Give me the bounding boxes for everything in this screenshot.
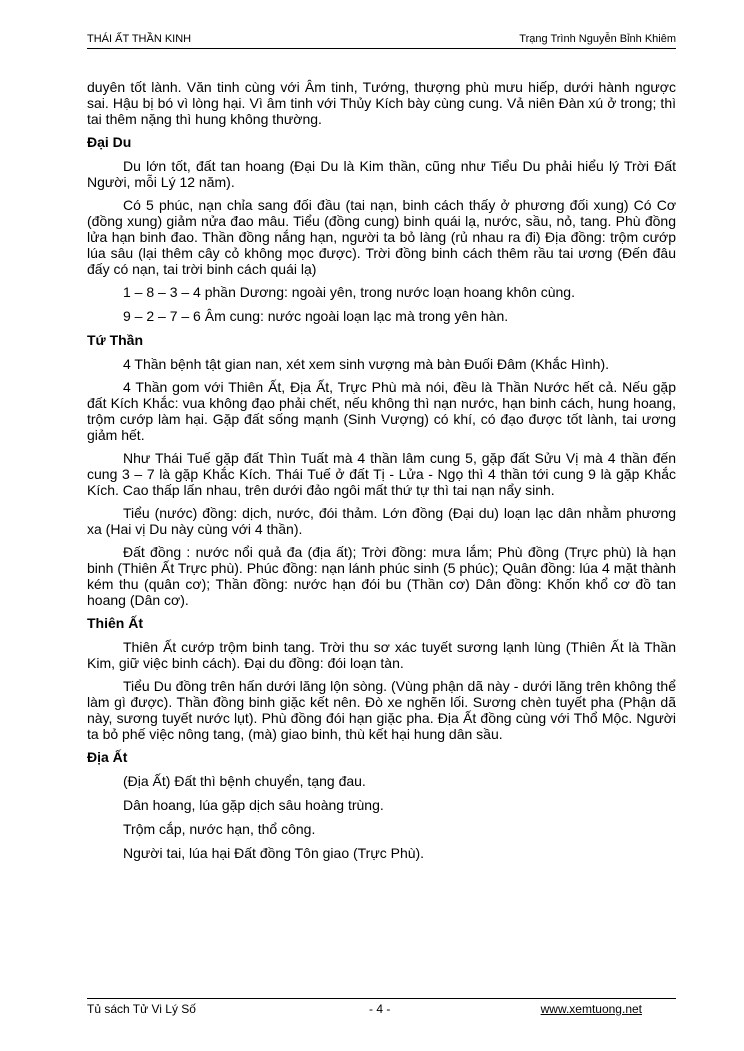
paragraph: Đất đồng : nước nổi quả đa (địa ất); Trời đồng: mưa lắm; Phù đồng (Trực phù) là hạn binh (Thiên Ất Trực phù). Phúc đồng: nạn lánh phúc sinh (5 phúc); Quân đồng: lúa 4 mặt thành kém thu (quân cơ); Thần đồng: nước hạn đói bu (Thần cơ) Dân đồng: Khốn khổ cơ đồ tan hoang (Dân cơ). — [87, 544, 676, 608]
page-header — [87, 30, 676, 49]
paragraph: Tiểu Du đồng trên hấn dưới lăng lộn sòng. (Vùng phận dã này - dưới lăng trên không thể làm gì được). Thần đồng binh giặc kết nên. Đò xe nghẽn lối. Sương chèn tuyết pha (Phận dã này, sương tuyết nước lụt). Phù đồng đói hạn giặc pha. Địa Ất đồng cùng với Thổ Mộc. Người ta bỏ phế việc nông tang, (mà) giao binh, thù kết hại hung dân sầu. — [87, 678, 676, 742]
paragraph: Như Thái Tuế gặp đất Thìn Tuất mà 4 thần lâm cung 5, gặp đất Sửu Vị mà 4 thần đến cung 3 – 7 là gặp Khắc Kích. Thái Tuế ở đất Tị - Lửa - Ngọ thì 4 thần tới cung 9 là gặp Khắc Kích. Cao thấp lấn nhau, trên dưới đảo ngôi mất thứ tự thì tai nạn nẩy sinh. — [87, 450, 676, 498]
section-heading-tu-than: Tứ Thần — [87, 332, 144, 348]
paragraph: Tiểu (nước) đồng: dịch, nước, đói thảm. Lớn đồng (Đại du) loạn lạc dân nhằm phương xa (Hai vị Du này cùng với 4 thần). — [87, 505, 676, 537]
paragraph: (Địa Ất) Đất thì bệnh chuyển, tạng đau. — [123, 773, 366, 789]
section-heading-thien-at: Thiên Ất — [87, 615, 143, 631]
paragraph: Du lớn tốt, đất tan hoang (Đại Du là Kim thần, cũng như Tiểu Du phải hiểu lý Trời Đất Người, mỗi Lý 12 năm). — [87, 158, 676, 190]
paragraph: Trộm cắp, nước hạn, thổ công. — [123, 821, 316, 837]
paragraph: 4 Thần bệnh tật gian nan, xét xem sinh vượng mà bàn Đuối Đâm (Khắc Hình). — [123, 356, 610, 372]
paragraph: Có 5 phúc, nạn chỉa sang đối đầu (tai nạn, binh cách thấy ở phương đối xung) Có Cơ (đồng xung) giảm nửa đao mâu. Tiểu (đồng cung) binh quái lạ, nước, sầu, nỏ, tang. Phù đồng lửa hạn binh đao. Thần đồng nắng hạn, người ta bỏ làng (rủ nhau ra đi) Địa đồng: trộm cướp lúa sâu (lại thêm cây cỏ không mọc được). Trời đồng binh cách thêm rầu tai ương (Đến đâu đấy có nạn, tai trời binh cách quái lạ) — [87, 197, 676, 277]
section-heading-dia-at: Địa Ất — [87, 749, 128, 765]
page-footer — [87, 998, 676, 1019]
paragraph: 1 – 8 – 3 – 4 phần Dương: ngoài yên, trong nước loạn hoang khôn cùng. — [123, 284, 575, 300]
header-book-title: THÁI ẤT THẦN KINH — [87, 33, 192, 45]
paragraph: Dân hoang, lúa gặp dịch sâu hoàng trùng. — [123, 797, 384, 813]
paragraph: 4 Thần gom với Thiên Ất, Địa Ất, Trực Phù mà nói, đều là Thần Nước hết cả. Nếu gặp đất Kích Khắc: vua không đạo phải chết, nếu không thì nạn nước, hạn binh cách, hung hoang, trộm cướp làm hại. Gặp đất sống mạnh (Sinh Vượng) có khí, có đạo được tốt lành, tai ương giảm hết. — [87, 379, 676, 443]
paragraph: Người tai, lúa hại Đất đồng Tôn giao (Trực Phù). — [123, 845, 425, 861]
page-number: - 4 - — [369, 1002, 391, 1016]
header-author: Trạng Trình Nguyễn Bỉnh Khiêm — [519, 33, 676, 45]
website-link[interactable]: www.xemtuong.net — [540, 1002, 642, 1016]
section-heading-dai-du: Đại Du — [87, 134, 132, 150]
footer-series: Tủ sách Tử Vi Lý Số — [87, 1002, 196, 1016]
paragraph: Thiên Ất cướp trộm binh tang. Trời thu sơ xác tuyết sương lạnh lùng (Thiên Ất là Thần Kim, giữ việc binh cách). Đại du đồng: đói loạn tàn. — [87, 639, 676, 671]
page-content — [87, 79, 676, 869]
paragraph: duyên tốt lành. Văn tinh cùng với Âm tinh, Tướng, thượng phù mưu hiếp, dưới hành ngược sai. Hậu bị bó vì lòng hại. Vì âm tinh với Thủy Kích bày cùng cung. Vả niên Đàn xú ở trong; thì tai thêm nặng thì hung không thường. — [87, 79, 676, 127]
paragraph: 9 – 2 – 7 – 6 Âm cung: nước ngoài loạn lạc mà trong yên hàn. — [123, 308, 509, 324]
